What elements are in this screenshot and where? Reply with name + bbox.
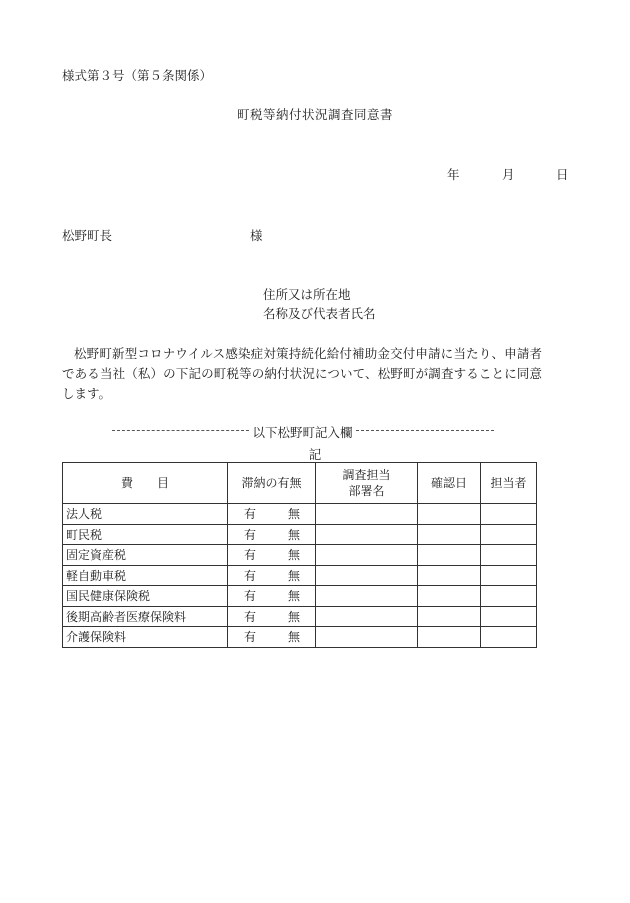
header-item: 費 目 [63,463,228,504]
table-row [63,586,537,607]
office-use-label: 以下松野町記入欄 [252,425,353,440]
department-cell[interactable] [316,545,418,566]
arrears-no-option[interactable]: 無 [287,609,300,624]
arrears-yes-no-cell[interactable] [228,586,316,607]
tax-item-name: 固定資産税 [63,545,228,566]
table-row [63,504,537,525]
header-department-line1: 調査担当 [342,468,391,482]
date-day-label: 日 [556,167,569,182]
tax-item-name: 介護保険料 [63,627,228,648]
table-row [63,565,537,586]
table-row [63,606,537,627]
address-label: 住所又は所在地 [263,287,351,302]
arrears-no-option[interactable]: 無 [287,548,300,563]
department-cell[interactable] [316,504,418,525]
representative-name-label: 名称及び代表者氏名 [263,306,376,321]
department-cell[interactable] [316,524,418,545]
arrears-yes-no-cell[interactable] [228,606,316,627]
confirm-date-cell[interactable] [418,627,481,648]
header-arrears: 滞納の有無 [228,463,316,504]
staff-cell[interactable] [481,524,537,545]
table-header-row [63,463,537,504]
header-department [316,463,418,504]
date-year-label: 年 [447,167,460,182]
confirm-date-cell[interactable] [418,504,481,525]
document-title: 町税等納付状況調査同意書 [236,107,393,122]
date-month-label: 月 [502,167,515,182]
arrears-yes-option[interactable]: 有 [243,589,256,604]
ki-label: 記 [308,447,322,462]
arrears-no-option[interactable]: 無 [287,630,300,645]
arrears-yes-no-cell[interactable] [228,504,316,525]
tax-status-table [62,462,537,648]
arrears-yes-no-cell[interactable] [228,524,316,545]
arrears-yes-option[interactable]: 有 [243,548,256,563]
confirm-date-cell[interactable] [418,606,481,627]
department-cell[interactable] [316,586,418,607]
arrears-yes-option[interactable]: 有 [243,630,256,645]
staff-cell[interactable] [481,586,537,607]
department-cell[interactable] [316,606,418,627]
divider-line-left [112,430,249,431]
table-row [63,627,537,648]
staff-cell[interactable] [481,545,537,566]
tax-item-name: 町民税 [63,524,228,545]
staff-cell[interactable] [481,606,537,627]
arrears-yes-option[interactable]: 有 [243,507,256,522]
header-department-line2: 部署名 [348,484,385,498]
table-body [63,504,537,648]
arrears-yes-option[interactable]: 有 [243,527,256,542]
arrears-yes-option[interactable]: 有 [243,609,256,624]
tax-item-name: 国民健康保険税 [63,586,228,607]
confirm-date-cell[interactable] [418,586,481,607]
tax-item-name: 後期高齢者医療保険料 [63,606,228,627]
arrears-yes-option[interactable]: 有 [243,568,256,583]
arrears-no-option[interactable]: 無 [287,589,300,604]
staff-cell[interactable] [481,565,537,586]
confirm-date-cell[interactable] [418,565,481,586]
consent-body-text: 松野町新型コロナウイルス感染症対策持続化給付補助金交付申請に当たり、申請者である当社（私）の下記の町税等の納付状況について、松野町が調査することに同意します。 [62,346,542,401]
arrears-no-option[interactable]: 無 [287,507,300,522]
tax-item-name: 軽自動車税 [63,565,228,586]
table-row [63,524,537,545]
staff-cell[interactable] [481,627,537,648]
confirm-date-cell[interactable] [418,524,481,545]
arrears-yes-no-cell[interactable] [228,565,316,586]
table-row [63,545,537,566]
recipient-honorific: 様 [250,228,263,243]
header-staff: 担当者 [481,463,537,504]
recipient-name: 松野町長 [62,228,113,243]
arrears-no-option[interactable]: 無 [287,568,300,583]
arrears-no-option[interactable]: 無 [287,527,300,542]
arrears-yes-no-cell[interactable] [228,627,316,648]
divider-line-right [356,430,494,431]
header-confirm-date: 確認日 [418,463,481,504]
staff-cell[interactable] [481,504,537,525]
confirm-date-cell[interactable] [418,545,481,566]
tax-item-name: 法人税 [63,504,228,525]
office-use-divider [112,427,494,441]
arrears-yes-no-cell[interactable] [228,545,316,566]
department-cell[interactable] [316,627,418,648]
form-number: 様式第３号（第５条関係） [62,68,213,83]
department-cell[interactable] [316,565,418,586]
